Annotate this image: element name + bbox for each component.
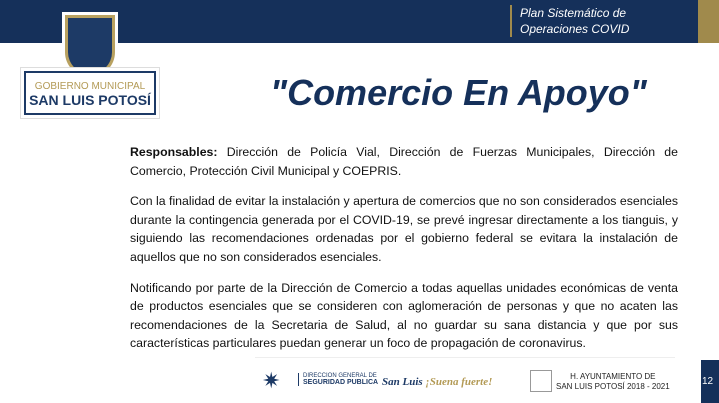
slogan-a: San Luis (382, 376, 423, 388)
seguridad-line-2: SEGURIDAD PUBLICA (303, 379, 379, 386)
seguridad-logo (298, 373, 378, 386)
ayuntamiento-logo (556, 372, 670, 392)
footer-divider (255, 357, 675, 358)
slogan-logo (382, 376, 492, 388)
page-number: 12 (702, 376, 714, 387)
plan-label (510, 5, 629, 37)
ayuntamiento-line-2: SAN LUIS POTOSÍ 2018 - 2021 (556, 382, 670, 391)
plan-line-1: Plan Sistemático de (520, 6, 627, 20)
paragraph-2: Notificando por parte de la Dirección de Comercio a todas aquellas unidades económicas de venta de productos esenciales que se consideren con aglomeración de personas y que no acaten las recomendaciones de la Secretaria de Salud, al no guardar su sana distancia y que por sus características particulares puedan generar un foco de propagación de coronavirus. (130, 280, 678, 351)
logo-line-1: GOBIERNO MUNICIPAL (34, 81, 146, 92)
ayuntamiento-line-1: H. AYUNTAMIENTO DE (570, 372, 656, 381)
page-title: "Comercio En Apoyo" (270, 72, 647, 113)
logo-line-2: SAN LUIS POTOSÍ (29, 92, 151, 108)
police-star-icon: ✷ (262, 368, 281, 393)
municipal-logo (20, 12, 160, 118)
responsables-label: Responsables: (130, 145, 218, 159)
ayuntamiento-seal-icon (530, 370, 552, 392)
responsables-text: Dirección de Policía Vial, Dirección de Fuerzas Municipales, Dirección de Comercio, Protección Civil Municipal y COEPRIS. (130, 145, 678, 178)
body-text (130, 143, 678, 365)
plan-line-2: Operaciones COVID (520, 22, 630, 36)
responsables-paragraph (130, 143, 678, 180)
header-accent (698, 0, 719, 43)
seguridad-line-1: DIRECCION GENERAL DE (303, 373, 377, 379)
slogan-b: ¡Suena fuerte! (425, 376, 493, 388)
paragraph-1: Con la finalidad de evitar la instalación y apertura de comercios que no son considerados esenciales durante la contingencia generada por el COVID-19, se prevé ingresar directamente a los tianguis, y siguiendo las recomendaciones ordenadas por el gobierno federal se evitara la instalación de aquellos que no son considerados esenciales. (130, 194, 678, 264)
